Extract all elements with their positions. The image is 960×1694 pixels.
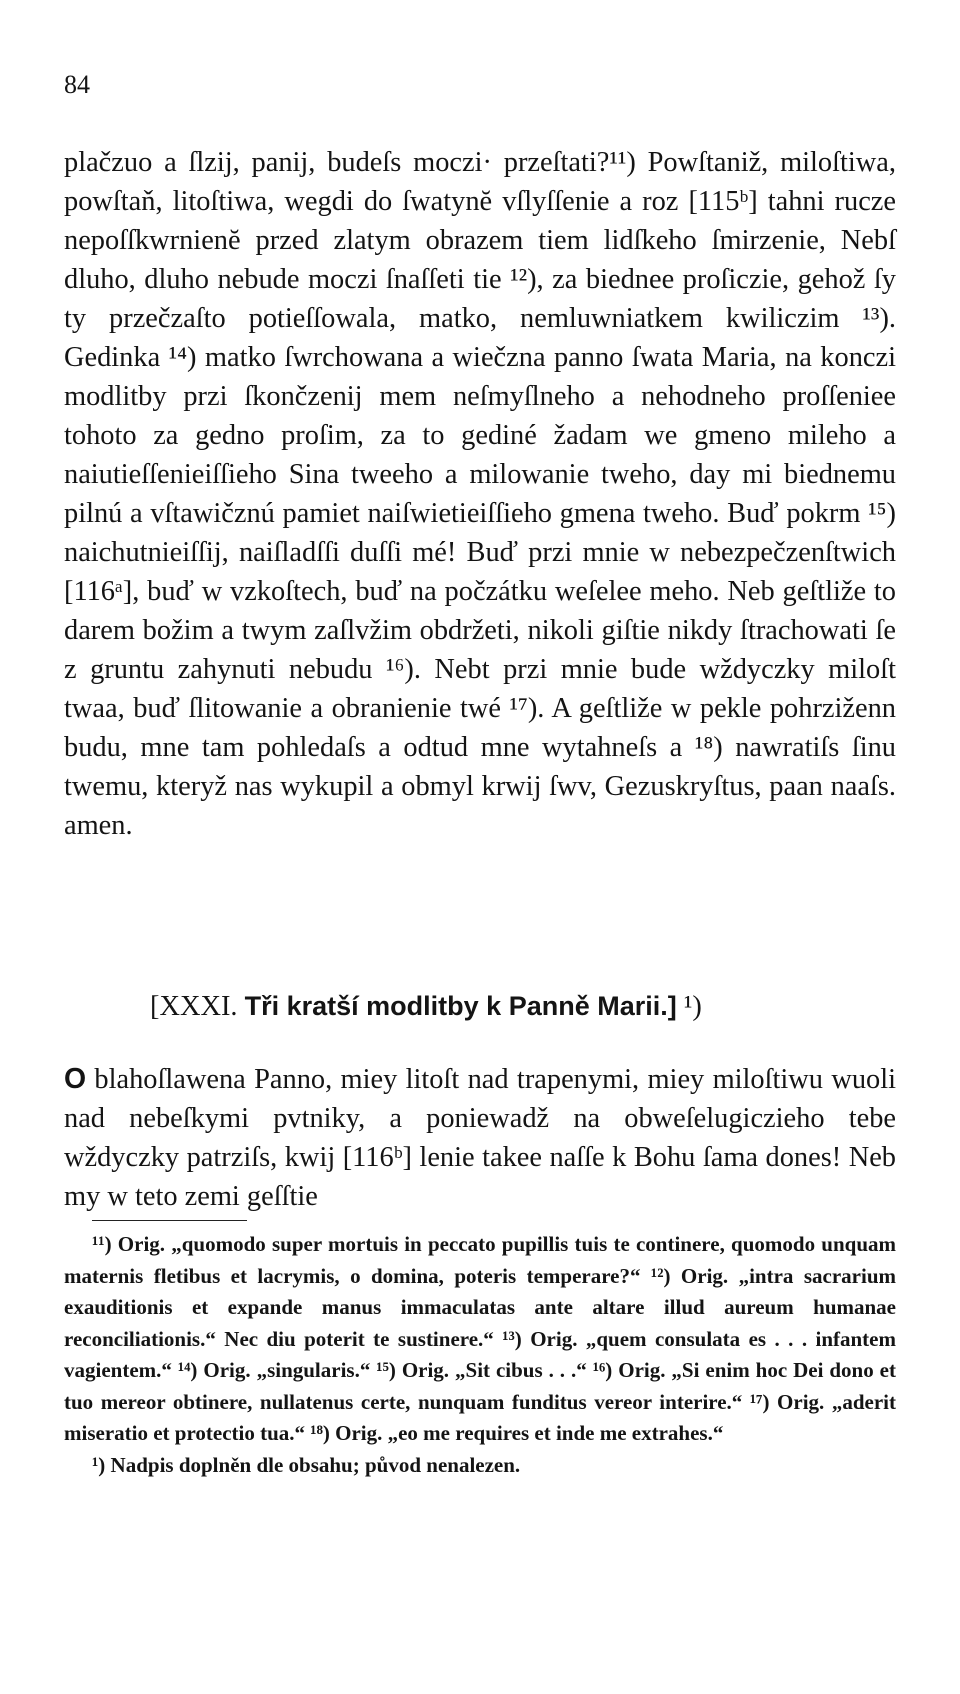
section-note-mark: ¹) [683, 991, 702, 1022]
page-number: 84 [64, 70, 90, 99]
prayer-paragraph [64, 1060, 896, 1216]
prayer-body: blahoſlawena Panno, miey litoſt nad trapenymi, miey miloſtiwu wuoli nad nebeſkymi pvtniky, a poniewadž na obweſelugiczieho tebe wždyczky patrziſs, kwij [116ᵇ] lenie takee naſſe k Bohu ſama dones! Neb my w teto zemi geſſtie [64, 1064, 896, 1213]
body-paragraph: plačzuo a ſlzij, panij, budeſs moczi· przeſtati?¹¹) Powſtaniž, miloſtiwa, powſtaň, litoſtiwa, wegdi do ſwatynĕ vſlyſſenie a roz [115ᵇ] tahni rucze nepoſſkwrnienĕ przed zlatym obrazem tiem lidſkeho ſmirzenie, Nebſ dluho, dluho nebude moczi ſnaſſeti tie ¹²), za biednee proſiczie, gehož ſy ty przečzaſto potieſſowala, matko, nemluwniatkem kwiliczim ¹³). Gedinka ¹⁴) matko ſwrchowana a wiečzna panno ſwata Maria, na konczi modlitby przi ſkončzenij mem neſmyſlneho a nehodneho proſſeniee tohoto za gedno proſim, za to gediné žadam we gmeno mileho a naiutieſſenieiſſieho Sina tweeho a milowanie tweho, day mi biednemu pilnú a vſtawičznú pamiet naiſwietieiſſieho gmena tweho. Buď pokrm ¹⁵) naichutnieiſſij, naiſladſſi duſſi mé! Buď przi mnie w nebezpečzenſtwich [116ᵃ], buď w vzkoſtech, buď na počzátku weſelee meho. Neb geſtliže to darem božim a twym zaſlvžim obdržeti, nikoli giſtie nikdy ſtrachowati ſe z gruntu zahynuti nebudu ¹⁶). Nebt przi mnie bude wždyczky miloſt twaa, buď ſlitowanie a obranienie twé ¹⁷). A geſtliže w pekle pohrziženn budu, mne tam pohledaſs a odtud mne wytahneſs a ¹⁸) nawratiſs ſinu twemu, kteryž nas wykupil a obmyl krwij ſwv, Gezuskryſtus, paan naaſs. amen. [64, 147, 896, 841]
prayer-text [64, 1032, 896, 1245]
initial-letter: O [64, 1063, 87, 1096]
footnotes [64, 1229, 896, 1481]
footnote-block: ¹¹) Orig. „quomodo super mortuis in peccato pupillis tuis te continere, quomodo unquam maternis fletibus et lacrymis, o domina, poteris temperare?“ ¹²) Orig. „intra sacrarium exauditionis et expande manus immaculatas ante altare illud aureum humanae reconciliationis.“ Nec diu poterit te sustinere.“ ¹³) Orig. „quem consulata es . . . infantem vagientem.“ ¹⁴) Orig. „singularis.“ ¹⁵) Orig. „Sit cibus . . .“ ¹⁶) Orig. „Si enim hoc Dei dono et tuo mereor obtinere, nullatenus certe, nunquam funditus vereor interire.“ ¹⁷) Orig. „aderit miseratio et protectio tua.“ ¹⁸) Orig. „eo me requires et inde me extrahes.“ [64, 1232, 896, 1445]
footnote-rule [92, 1220, 247, 1221]
section-numeral: [XXXI. [150, 991, 238, 1022]
main-text [64, 143, 896, 845]
footnote-heading-note: ¹) Nadpis doplněn dle obsahu; původ nenalezen. [92, 1452, 521, 1477]
section-title: Tři kratší modlitby k Panně Marii.] [244, 991, 677, 1021]
section-heading [150, 987, 702, 1026]
